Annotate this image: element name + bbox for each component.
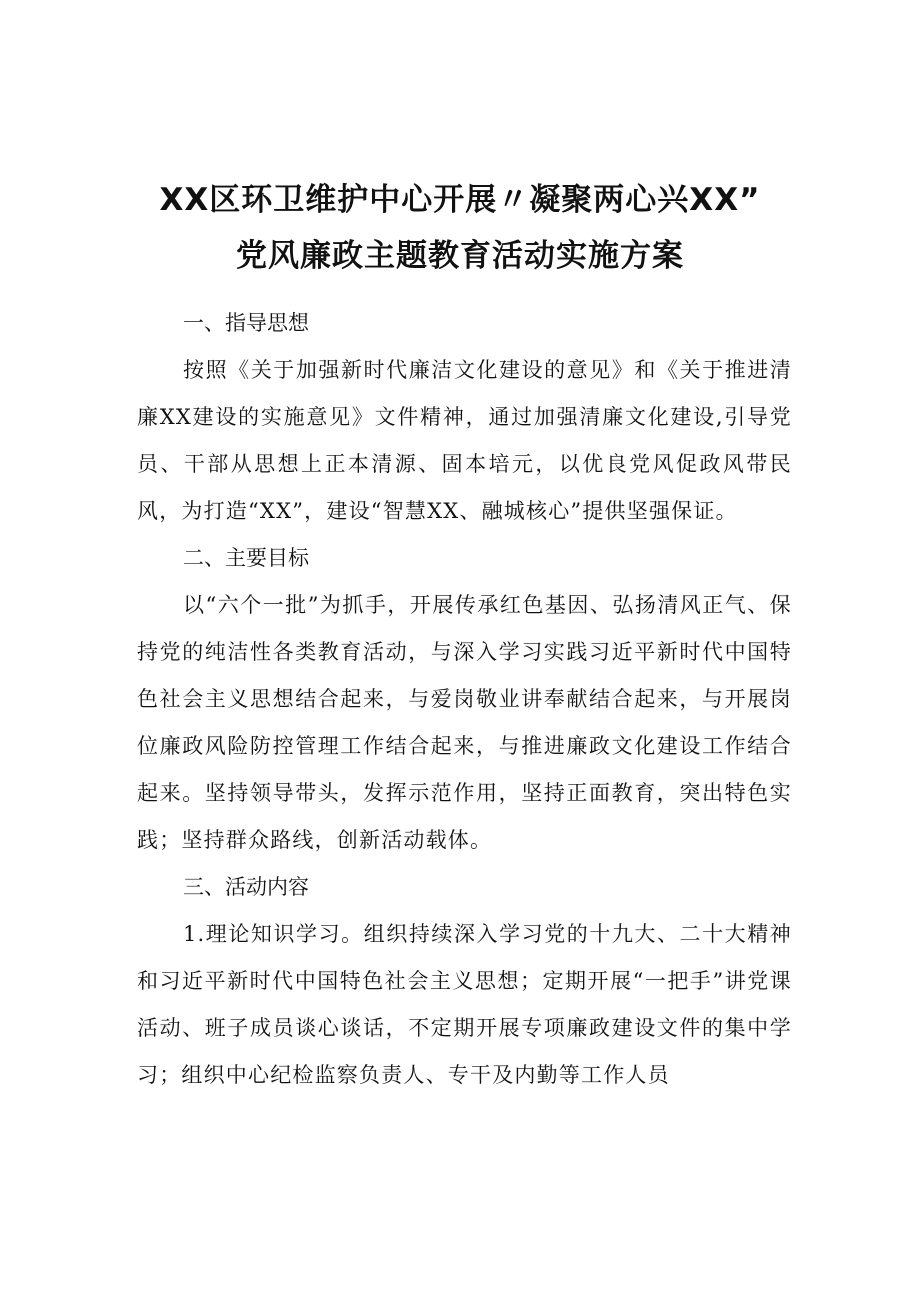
section-paragraph-activity-content: 1.理论知识学习。组织持续深入学习党的十九大、二十大精神和习近平新时代中国特色社会主义思想；定期开展“一把手”讲党课活动、班子成员谈心谈话，不定期开展专项廉政建设文件的集中学习；组织中心纪检监察负责人、专干及内勤等工作人员 <box>137 922 792 1087</box>
section-paragraph-main-goals: 以“六个一批”为抓手，开展传承红色基因、弘扬清风正气、保持党的纯洁性各类教育活动，与深入学习实践习近平新时代中国特色社会主义思想结合起来，与爱岗敬业讲奉献结合起来，与开展岗位廉政风险防控管理工作结合起来，与推进廉政文化建设工作结合起来。坚持领导带头，发挥示范作用，坚持正面教育，突出特色实践；坚持群众路线，创新活动载体。 <box>137 593 792 852</box>
document-title-line-1: XX区环卫维护中心开展〃凝聚两心兴XX” <box>159 182 761 218</box>
section-heading-main-goals: 二、主要目标 <box>183 546 309 570</box>
document-body <box>137 300 792 1099</box>
document-title-line-2: 党风廉政主题教育活动实施方案 <box>236 238 684 274</box>
section-paragraph-guiding-ideology: 按照《关于加强新时代廉洁文化建设的意见》和《关于推进清廉XX建设的实施意见》文件精神，通过加强清廉文化建设,引导党员、干部从思想上正本清源、固本培元，以优良党风促政风带民风，为打造“XX”，建设“智慧XX、融城核心”提供坚强保证。 <box>137 358 792 523</box>
section-heading-guiding-ideology: 一、指导思想 <box>183 311 309 335</box>
section-heading-activity-content: 三、活动内容 <box>183 875 309 899</box>
